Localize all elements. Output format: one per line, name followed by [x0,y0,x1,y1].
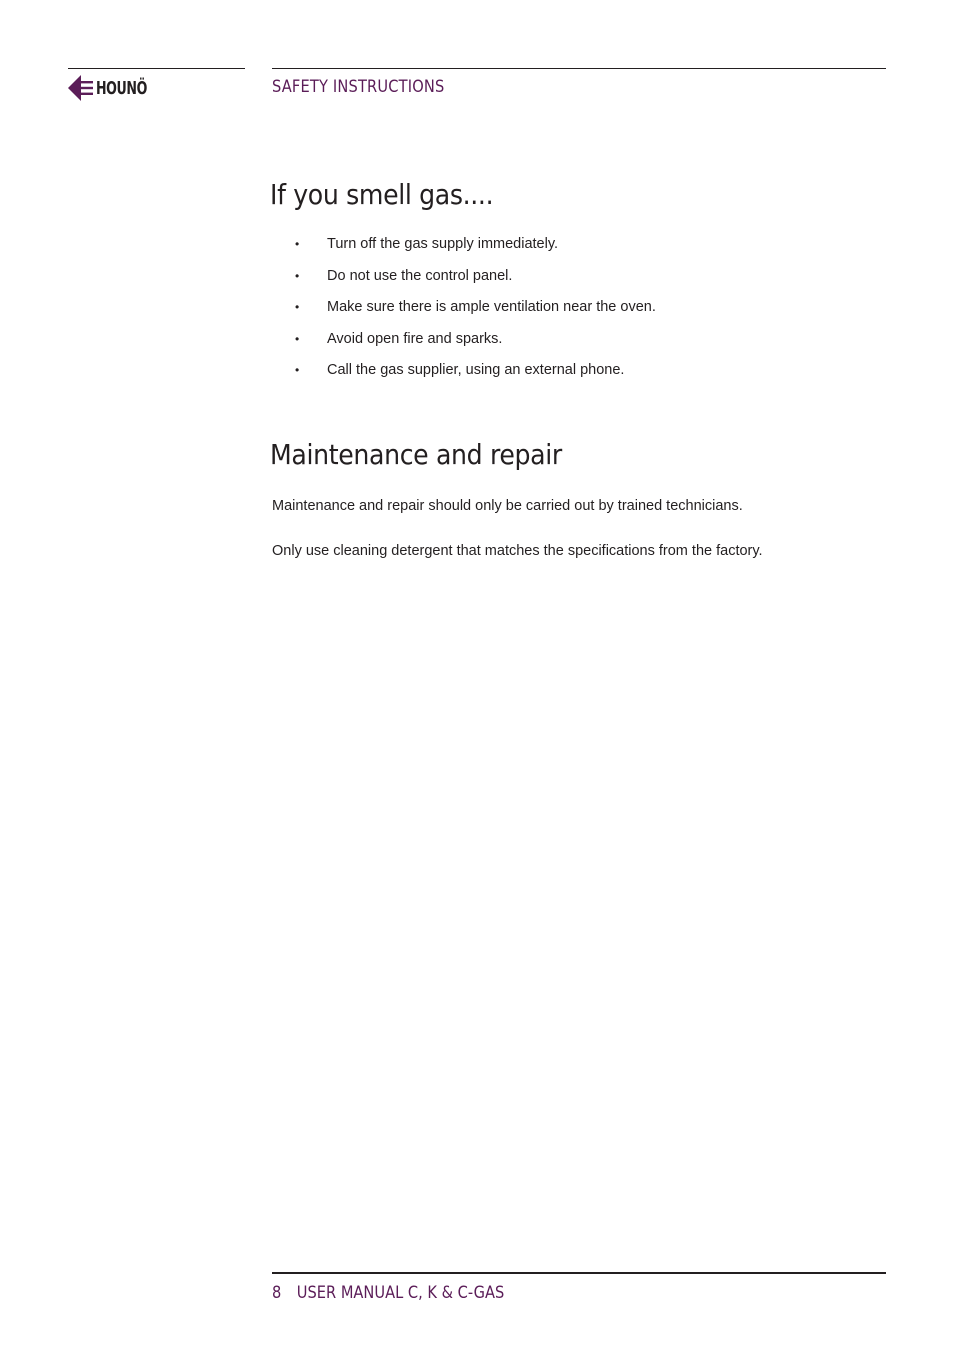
hounoe-diamond-logo-icon [67,74,95,102]
logo-wordmark: HOUNÖ [96,77,147,99]
list-item-text: Do not use the control panel. [327,267,513,284]
list-item: • Make sure there is ample ventilation near the oven. [295,299,656,315]
list-item-text: Avoid open fire and sparks. [327,330,503,347]
gas-safety-list [272,234,872,392]
list-item-text: Call the gas supplier, using an external phone. [327,362,625,378]
list-item-text: Turn off the gas supply immediately. [327,236,559,252]
list-item-text: Make sure there is ample ventilation near the oven. [327,299,656,315]
page-footer [272,1283,504,1303]
detergent-paragraph: Only use cleaning detergent that matches the specifications from the factory. [272,543,763,559]
header-rule-left [68,68,245,69]
list-item: • Do not use the control panel. [295,267,513,284]
list-item: • Call the gas supplier, using an external phone. [295,362,625,378]
manual-title: USER MANUAL C, K & C-GAS [296,1283,505,1303]
heading-smell-gas: If you smell gas.... [270,178,494,211]
list-item: • Turn off the gas supply immediately. [295,236,559,252]
maintenance-paragraph: Maintenance and repair should only be carried out by trained technicians. [272,498,743,514]
heading-maintenance: Maintenance and repair [270,438,562,471]
footer-rule [272,1272,886,1274]
brand-logo [67,74,161,102]
page-number: 8 [272,1283,282,1303]
section-label: SAFETY INSTRUCTIONS [272,77,445,97]
list-item: • Avoid open fire and sparks. [295,330,503,347]
header-rule-right [272,68,886,69]
